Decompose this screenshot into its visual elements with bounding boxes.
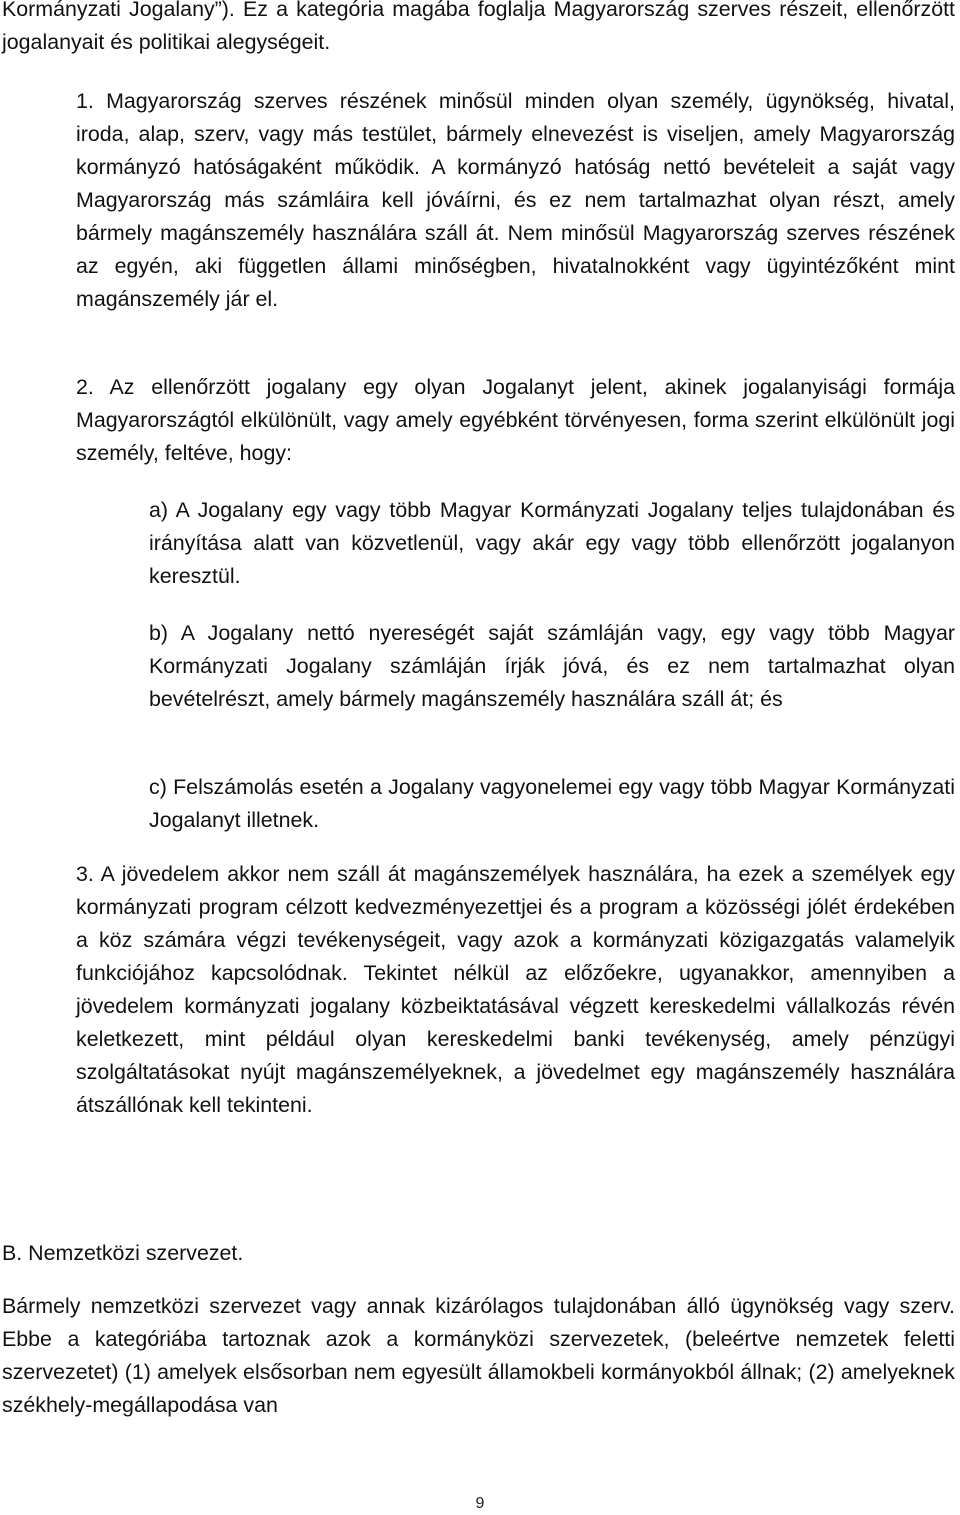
- list-item-number: 3.: [76, 862, 94, 886]
- sub-item-c: c) Felszámolás esetén a Jogalany vagyonelemei egy vagy több Magyar Kormányzati Jogalanyt illetnek.: [149, 775, 955, 832]
- list-item-text: Az ellenőrzött jogalany egy olyan Jogalanyt jelent, akinek jogalanyisági formája Magyarországtól elkülönült, vagy amely egyébként törvényesen, forma szerint elkülönült jogi személy, feltéve, hogy:: [76, 375, 955, 465]
- list-item-1: [76, 85, 955, 316]
- section-heading: B. Nemzetközi szervezet.: [2, 1241, 244, 1265]
- sub-item-a: a) A Jogalany egy vagy több Magyar Kormányzati Jogalany teljes tulajdonában és irányítása alatt van közvetlenül, vagy akár egy vagy több ellenőrzött jogalanyon keresztül.: [149, 498, 955, 588]
- page-number: 9: [475, 1495, 485, 1512]
- sub-item-b: b) A Jogalany nettó nyereségét saját számláján vagy, egy vagy több Magyar Kormányzati Jogalany számláján írják jóvá, és ez nem tartalmazhat olyan bevételrészt, amely bármely magánszemély használára száll át; és: [149, 621, 955, 711]
- list-item-number: 1.: [76, 89, 94, 113]
- list-item-text: A jövedelem akkor nem száll át magánszemélyek használára, ha ezek a személyek egy kormányzati program célzott kedvezményezettjei és a program a közösségi jólét érdekében a köz számára végzi tevékenységeit, vagy azok a kormányzati közigazgatás valamelyik funkciójához kapcsolódnak. Tekintet nélkül az előzőekre, ugyanakkor, amennyiben a jövedelem kormányzati jogalany közbeiktatásával végzett kereskedelmi vállalkozás révén keletkezett, mint például olyan kereskedelmi banki tevékenység, amely pénzügyi szolgáltatásokat nyújt magánszemélyeknek, a jövedelmet egy magánszemély használára átszállónak kell tekinteni.: [76, 862, 956, 1117]
- list-item-text: Magyarország szerves részének minősül minden olyan személy, ügynökség, hivatal, iroda, alap, szerv, vagy más testület, bármely elnevezést is viseljen, amely Magyarország kormányzó hatóságaként működik. A kormányzó hatóság nettó bevételeit a saját vagy Magyarország más számláira kell jóváírni, és ez nem tartalmazhat olyan részt, amely bármely magánszemély használára száll át. Nem minősül Magyarország szerves részének az egyén, aki független állami minőségben, hivatalnokként vagy ügyintézőként mint magánszemély jár el.: [76, 89, 955, 311]
- list-item-3: [76, 858, 955, 1122]
- list-item-2: [76, 371, 955, 470]
- section-body: Bármely nemzetközi szervezet vagy annak kizárólagos tulajdonában álló ügynökség vagy szerv. Ebbe a kategóriába tartoznak azok a kormányközi szervezetek, (beleértve nemzetek feletti szervezetet) (1) amelyek elsősorban nem egyesült államokbeli kormányokból állnak; (2) amelyeknek székhely-megállapodása van: [2, 1294, 955, 1417]
- intro-paragraph: Kormányzati Jogalany”). Ez a kategória magába foglalja Magyarország szerves részeit, ellenőrzött jogalanyait és politikai alegységeit.: [2, 0, 955, 54]
- list-item-number: 2.: [76, 375, 94, 399]
